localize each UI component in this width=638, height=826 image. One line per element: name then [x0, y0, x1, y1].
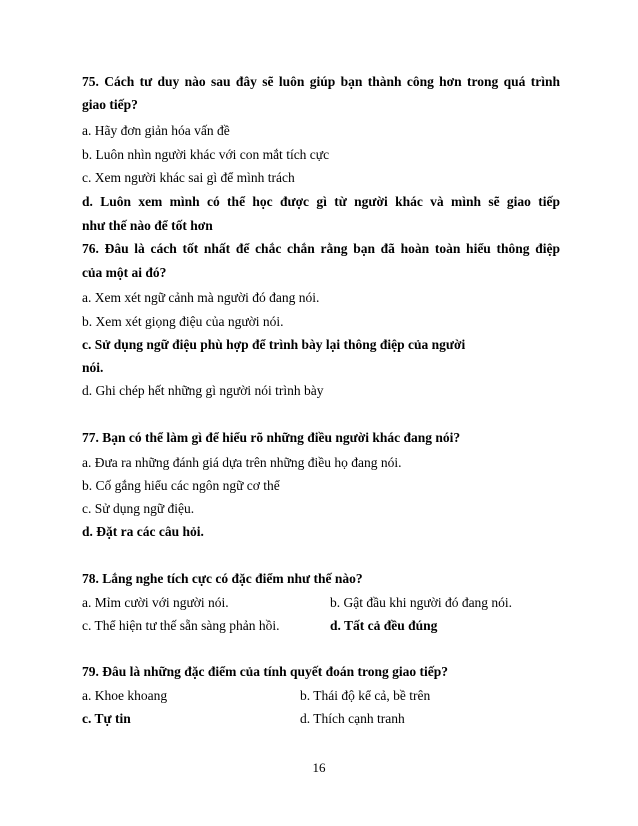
answer-76-c-cont: nói. — [82, 360, 104, 375]
answer-75-d-cont: như thế nào để tốt hơn — [82, 218, 213, 233]
question-76-text-cont: của một ai đó? — [82, 265, 167, 280]
answer-77-c: c. Sử dụng ngữ điệu. — [82, 501, 195, 516]
answer-79-c: c. Tự tin — [82, 711, 131, 726]
answer-78-d: d. Tất cả đều đúng — [330, 618, 438, 633]
question-79-text: 79. Đâu là những đặc điểm của tính quyết đoán trong giao tiếp? — [82, 664, 449, 679]
answer-78-a: a. Mỉm cười với người nói. — [82, 595, 229, 610]
answer-78-c: c. Thể hiện tư thế sẵn sàng phản hồi. — [82, 618, 280, 633]
answer-77-b: b. Cố gắng hiểu các ngôn ngữ cơ thể — [82, 478, 280, 493]
question-76-text: 76. Đâu là cách tốt nhất để chắc chắn rằng bạn đã hoàn toàn hiểu thông điệp — [82, 241, 560, 256]
answer-77-d: d. Đặt ra các câu hỏi. — [82, 524, 204, 539]
answer-75-b: b. Luôn nhìn người khác với con mắt tích cực — [82, 147, 330, 162]
answer-75-a: a. Hãy đơn giản hóa vấn đề — [82, 123, 230, 138]
question-75-text-cont: giao tiếp? — [82, 97, 138, 112]
answer-75-c: c. Xem người khác sai gì để mình trách — [82, 170, 295, 185]
answer-76-c: c. Sử dụng ngữ điệu phù hợp để trình bày lại thông điệp của người — [82, 337, 466, 352]
answer-78-b: b. Gật đầu khi người đó đang nói. — [330, 595, 513, 610]
answer-79-b: b. Thái độ kể cả, bề trên — [300, 688, 431, 703]
answer-79-a: a. Khoe khoang — [82, 688, 168, 703]
answer-75-d: d. Luôn xem mình có thể học được gì từ người khác và mình sẽ giao tiếp — [82, 194, 560, 209]
question-75-text: 75. Cách tư duy nào sau đây sẽ luôn giúp bạn thành công hơn trong quá trình — [82, 74, 560, 89]
answer-79-d: d. Thích cạnh tranh — [300, 711, 405, 726]
page-number: 16 — [312, 760, 326, 775]
question-77-text: 77. Bạn có thể làm gì để hiểu rõ những điều người khác đang nói? — [82, 430, 461, 445]
answer-76-a: a. Xem xét ngữ cảnh mà người đó đang nói. — [82, 290, 320, 305]
question-78-text: 78. Lắng nghe tích cực có đặc điểm như thế nào? — [82, 571, 363, 586]
answer-77-a: a. Đưa ra những đánh giá dựa trên những điều họ đang nói. — [82, 455, 402, 470]
answer-76-b: b. Xem xét giọng điệu của người nói. — [82, 314, 284, 329]
answer-76-d: d. Ghi chép hết những gì người nói trình bày — [82, 383, 324, 398]
